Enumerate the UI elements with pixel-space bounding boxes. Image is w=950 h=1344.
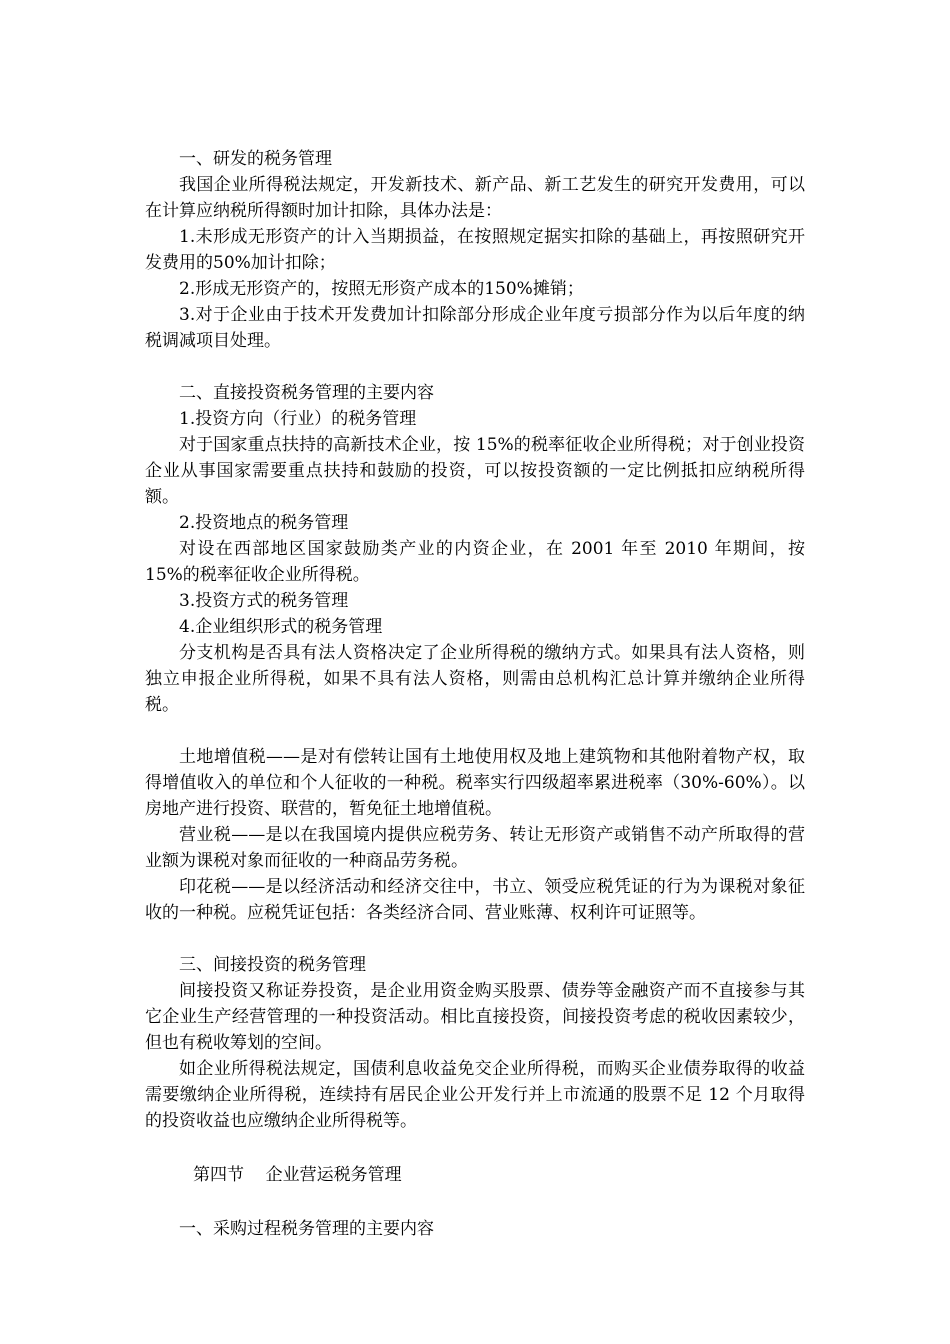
business-tax-paragraph: 营业税——是以在我国境内提供应税劳务、转让无形资产或销售不动产所取得的营业额为课税对象而征收的一种商品劳务税。 [145, 825, 805, 871]
spacer [145, 1134, 805, 1162]
stamp-tax-paragraph: 印花税——是以经济活动和经济交往中，书立、领受应税凭证的行为为课税对象征收的一种税。应税凭证包括：各类经济合同、营业账薄、权利许可证照等。 [145, 877, 805, 923]
section3-heading: 三、间接投资的税务管理 [179, 955, 366, 975]
document-page [145, 146, 805, 1242]
section2-sub2: 2.投资地点的税务管理 [179, 513, 349, 533]
section2-sub3: 3.投资方式的税务管理 [179, 591, 349, 611]
section2-sub2-text: 对设在西部地区国家鼓励类产业的内资企业，在 2001 年至 2010 年期间，按 15%的税率征收企业所得税。 [145, 539, 805, 585]
section2-sub1-text: 对于国家重点扶持的高新技术企业，按 15%的税率征收企业所得税；对于创业投资企业从事国家需要重点扶持和鼓励的投资，可以按投资额的一定比例抵扣应纳税所得额。 [145, 435, 805, 507]
chapter-section-title: 第四节 企业营运税务管理 [193, 1165, 402, 1185]
spacer [145, 718, 805, 744]
spacer [145, 926, 805, 952]
section1-heading: 一、研发的税务管理 [179, 149, 332, 169]
spacer [145, 1188, 805, 1216]
section2-sub4: 4.企业组织形式的税务管理 [179, 617, 383, 637]
section3-paragraph-2: 如企业所得税法规定，国债利息收益免交企业所得税，而购买企业债券取得的收益需要缴纳企业所得税，连续持有居民企业公开发行并上市流通的股票不足 12 个月取得的投资收益也应缴纳企业所得税等。 [145, 1059, 805, 1131]
spacer [145, 354, 805, 380]
section2-heading: 二、直接投资税务管理的主要内容 [179, 383, 434, 403]
section1-item-2: 2.形成无形资产的，按照无形资产成本的150%摊销； [179, 279, 584, 299]
section2-sub1: 1.投资方向（行业）的税务管理 [179, 409, 417, 429]
section2-sub4-text: 分支机构是否具有法人资格决定了企业所得税的缴纳方式。如果具有法人资格，则独立申报企业所得税，如果不具有法人资格，则需由总机构汇总计算并缴纳企业所得税。 [145, 643, 805, 715]
section3-paragraph-1: 间接投资又称证券投资，是企业用资金购买股票、债券等金融资产而不直接参与其它企业生产经营管理的一种投资活动。相比直接投资，间接投资考虑的税收因素较少，但也有税收筹划的空间。 [145, 981, 805, 1053]
section1-item-3: 3.对于企业由于技术开发费加计扣除部分形成企业年度亏损部分作为以后年度的纳税调减项目处理。 [145, 305, 805, 351]
land-value-tax-paragraph: 土地增值税——是对有偿转让国有土地使用权及地上建筑物和其他附着物产权，取得增值收入的单位和个人征收的一种税。税率实行四级超率累进税率（30%-60%）。以房地产进行投资、联营的，暂免征土地增值税。 [145, 747, 805, 819]
section1-intro: 我国企业所得税法规定，开发新技术、新产品、新工艺发生的研究开发费用，可以在计算应纳税所得额时加计扣除，具体办法是： [145, 175, 805, 221]
section1-item-1: 1.未形成无形资产的计入当期损益，在按照规定据实扣除的基础上，再按照研究开发费用的50%加计扣除； [145, 227, 805, 273]
section4-heading: 一、采购过程税务管理的主要内容 [179, 1219, 434, 1239]
